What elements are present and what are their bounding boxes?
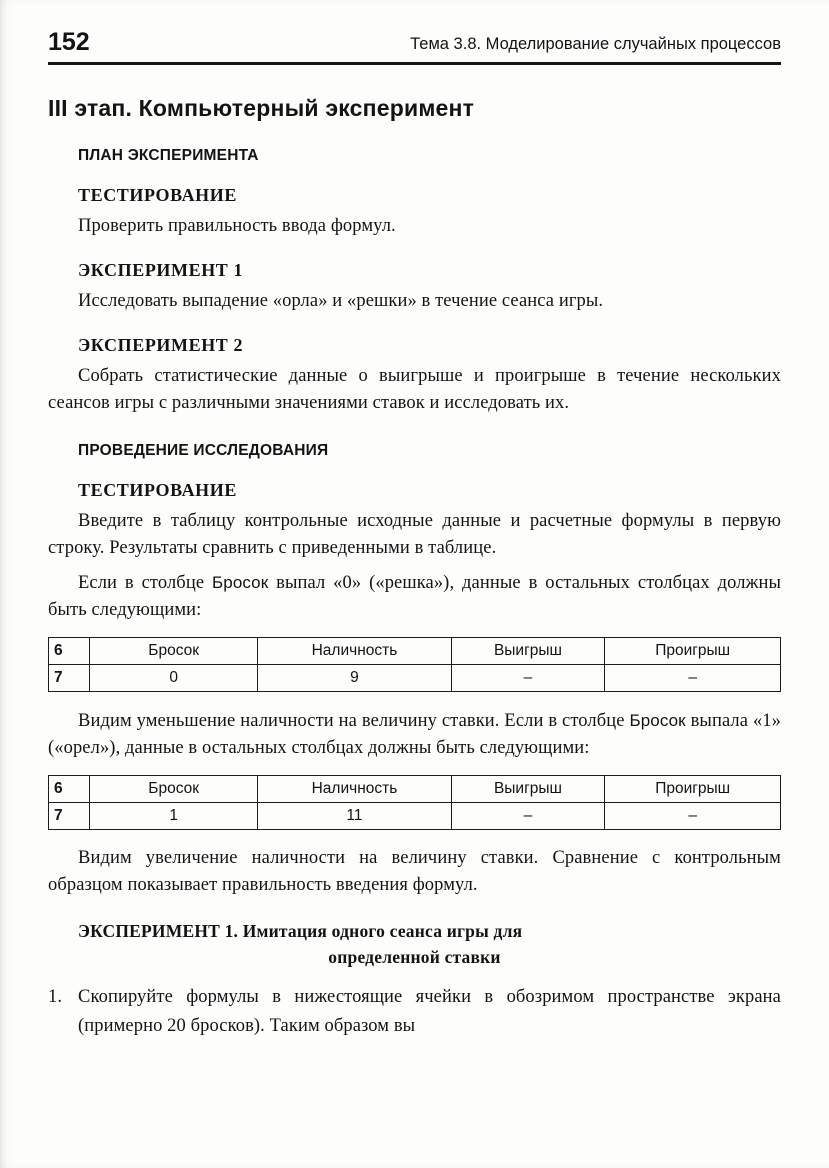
testing-paragraph: Проверить правильность ввода формул. <box>78 216 396 236</box>
if-zero-post: выпал «0» («решка»), данные в остальных столбцах должны быть следующими: <box>48 573 781 620</box>
row-number: 6 <box>49 776 90 803</box>
table-cell: – <box>451 665 605 692</box>
row-number: 6 <box>49 638 90 665</box>
compare-paragraph: Видим увеличение наличности на величину ставки. Сравнение с контрольным образцом показывает правильность введения формул. <box>48 848 781 895</box>
column-header: Проигрыш <box>605 776 781 803</box>
experiment-1-paragraph: Исследовать выпадение «орла» и «решки» в течение сеанса игры. <box>78 291 604 311</box>
experiment-1-full-heading-line2: определенной ставки <box>328 947 501 967</box>
testing-heading: ТЕСТИРОВАНИЕ <box>78 185 237 205</box>
experiment-1-full-heading <box>48 918 781 970</box>
table-cell: 11 <box>258 803 451 830</box>
plan-heading: ПЛАН ЭКСПЕРИМЕНТА <box>78 147 259 164</box>
if-one-post: выпала «1» («орел»), данные в остальных столбцах должны быть следующими: <box>48 711 781 758</box>
table-row <box>49 776 781 803</box>
if-zero-pre: Если в столбце <box>78 573 213 593</box>
column-header: Наличность <box>258 638 451 665</box>
column-header: Проигрыш <box>605 638 781 665</box>
experiment-2-heading: ЭКСПЕРИМЕНТ 2 <box>78 335 244 355</box>
experiment-1-full-heading-line1: ЭКСПЕРИМЕНТ 1. Имитация одного сеанса игры для <box>78 921 523 941</box>
if-zero-paragraph <box>48 569 781 624</box>
column-header: Бросок <box>89 638 257 665</box>
enter-data-paragraph: Введите в таблицу контрольные исходные данные и расчетные формулы в первую строку. Результаты сравнить с приведенными в таблице. <box>48 511 781 558</box>
main-heading: III этап. Компьютерный эксперимент <box>48 95 475 121</box>
control-table-2 <box>48 775 781 830</box>
column-term: Бросок <box>212 573 269 592</box>
row-number: 7 <box>49 665 90 692</box>
testing-2-heading: ТЕСТИРОВАНИЕ <box>78 480 237 500</box>
table-cell: 0 <box>89 665 257 692</box>
table-cell: – <box>605 665 781 692</box>
if-one-pre: Видим уменьшение наличности на величину ставки. Если в столбце <box>78 711 630 731</box>
experiment-1-heading: ЭКСПЕРИМЕНТ 1 <box>78 260 244 280</box>
list-item-1 <box>48 983 781 1041</box>
table-row <box>49 665 781 692</box>
page-number: 152 <box>48 28 90 56</box>
list-item-1-text: Скопируйте формулы в нижестоящие ячейки в обозримом пространстве экрана (примерно 20 бросков). Таким образом вы <box>78 987 781 1036</box>
table-cell: – <box>451 803 605 830</box>
table-row <box>49 803 781 830</box>
control-table-1 <box>48 637 781 692</box>
running-title: Тема 3.8. Моделирование случайных процессов <box>410 34 781 53</box>
row-number: 7 <box>49 803 90 830</box>
table-cell: – <box>605 803 781 830</box>
table-cell: 1 <box>89 803 257 830</box>
list-item-1-marker: 1. <box>48 987 63 1007</box>
research-heading: ПРОВЕДЕНИЕ ИССЛЕДОВАНИЯ <box>78 442 329 459</box>
table-cell: 9 <box>258 665 451 692</box>
table-row <box>49 638 781 665</box>
column-header: Выигрыш <box>451 776 605 803</box>
column-header: Наличность <box>258 776 451 803</box>
page-header <box>48 30 781 55</box>
if-one-paragraph <box>48 707 781 762</box>
header-rule <box>48 62 781 65</box>
experiment-2-paragraph: Собрать статистические данные о выигрыше и проигрыше в течение нескольких сеансов игры с различными значениями ставок и исследовать их. <box>48 366 781 413</box>
column-term: Бросок <box>629 711 686 730</box>
column-header: Выигрыш <box>451 638 605 665</box>
column-header: Бросок <box>89 776 257 803</box>
